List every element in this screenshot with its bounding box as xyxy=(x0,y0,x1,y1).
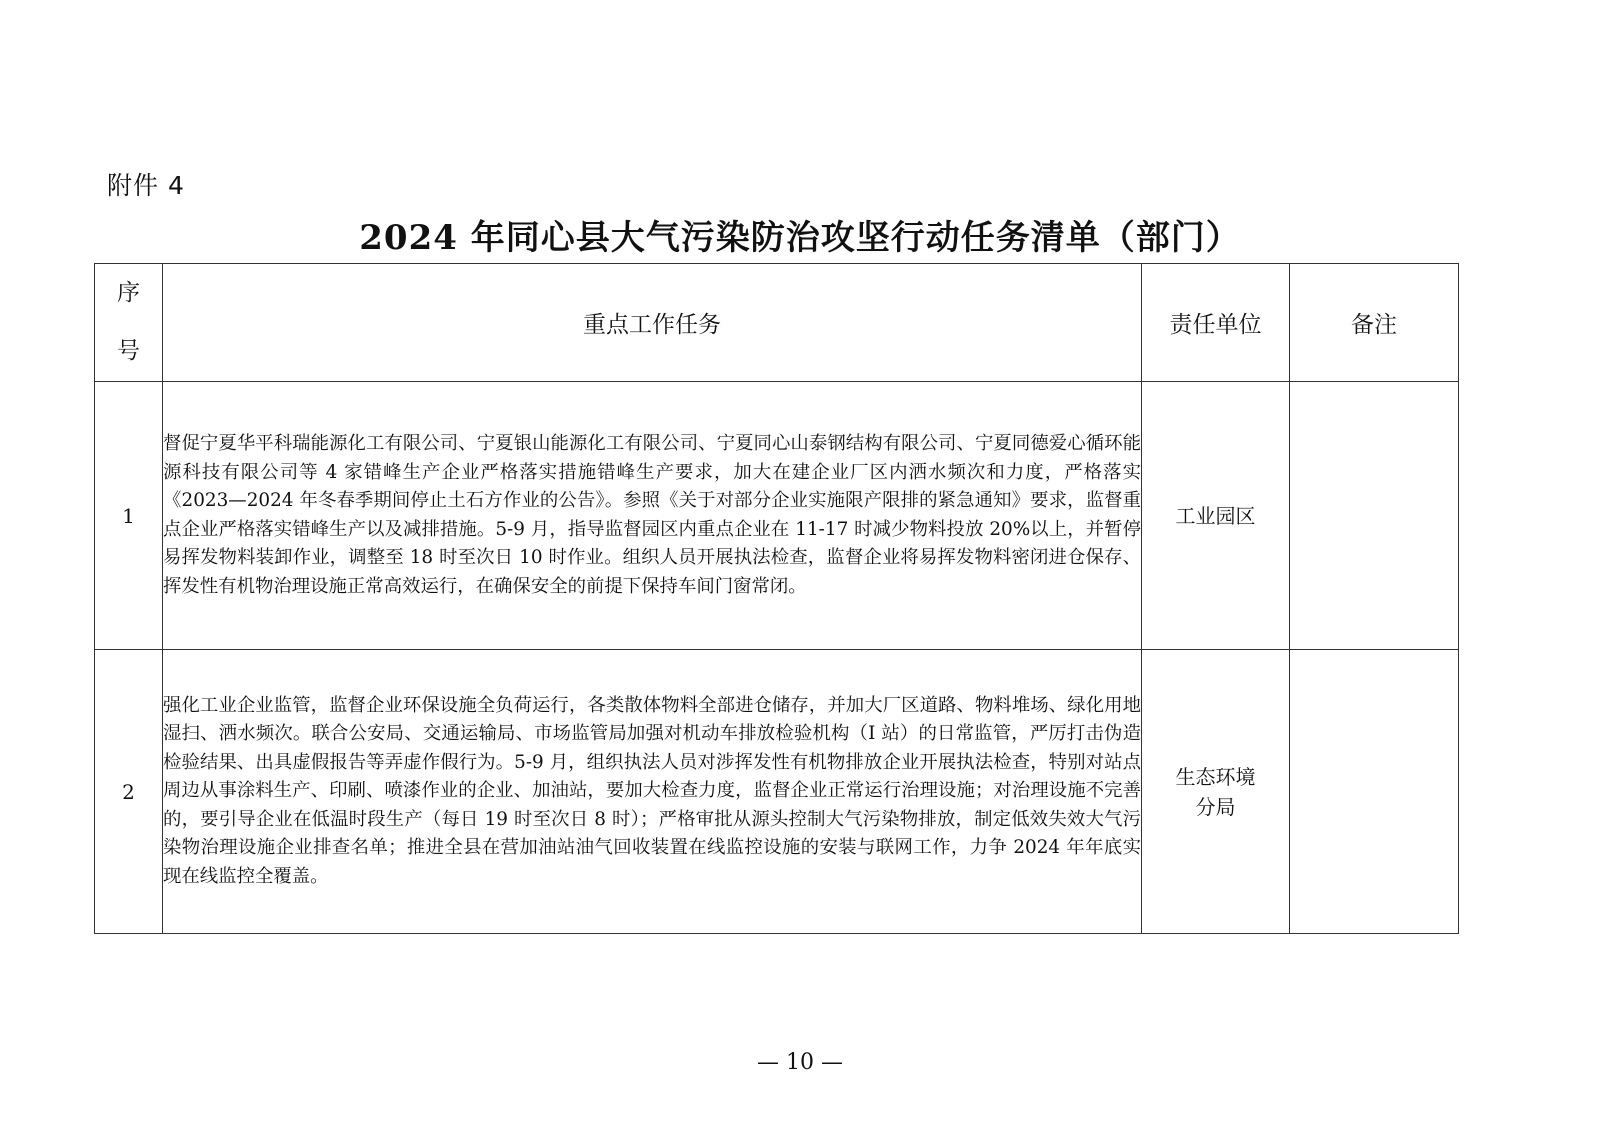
row-serial-number: 2 xyxy=(95,650,163,934)
document-title: 2024 年同心县大气污染防治攻坚行动任务清单（部门） xyxy=(359,218,1241,258)
header-serial-number xyxy=(95,264,163,382)
header-responsible-unit: 责任单位 xyxy=(1142,264,1290,382)
row-responsible-unit xyxy=(1142,382,1290,650)
row-responsible-unit xyxy=(1142,650,1290,934)
table-header-row xyxy=(95,264,1459,382)
attachment-label: 附件 4 xyxy=(107,171,185,200)
page-number: — 10 — xyxy=(757,1050,843,1075)
row-responsible-unit-text: 生态环境分局 xyxy=(1175,764,1256,819)
header-key-task: 重点工作任务 xyxy=(163,264,1142,382)
task-table xyxy=(94,263,1459,934)
row-serial-number: 1 xyxy=(95,382,163,650)
table-row xyxy=(95,382,1459,650)
row-remarks xyxy=(1290,650,1459,934)
table-row xyxy=(95,650,1459,934)
row-task-description: 督促宁夏华平科瑞能源化工有限公司、宁夏银山能源化工有限公司、宁夏同心山泰钢结构有限公司、宁夏同德爱心循环能源科技有限公司等 4 家错峰生产企业严格落实措施错峰生产要求，加大在建企业厂区内洒水频次和力度，严格落实《2023—2024 年冬春季期间停止土石方作业的公告》。参照《关于对部分企业实施限产限排的紧急通知》要求，监督重点企业严格落实错峰生产以及减排措施。5-9 月，指导监督园区内重点企业在 11-17 时减少物料投放 20%以上，并暂停易挥发物料装卸作业，调整至 18 时至次日 10 时作业。组织人员开展执法检查，监督企业将易挥发物料密闭进仓保存、挥发性有机物治理设施正常高效运行，在确保安全的前提下保持车间门窗常闭。 xyxy=(163,382,1142,650)
header-remarks: 备注 xyxy=(1290,264,1459,382)
row-task-description: 强化工业企业监管，监督企业环保设施全负荷运行，各类散体物料全部进仓储存，并加大厂区道路、物料堆场、绿化用地湿扫、洒水频次。联合公安局、交通运输局、市场监管局加强对机动车排放检验机构（I 站）的日常监管，严厉打击伪造检验结果、出具虚假报告等弄虚作假行为。5-9 月，组织执法人员对涉挥发性有机物排放企业开展执法检查，特别对站点周边从事涂料生产、印刷、喷漆作业的企业、加油站，要加大检查力度，监督企业正常运行治理设施；对治理设施不完善的，要引导企业在低温时段生产（每日 19 时至次日 8 时）；严格审批从源头控制大气污染物排放，制定低效失效大气污染物治理设施企业排查名单；推进全县在营加油站油气回收装置在线监控设施的安装与联网工作，力争 2024 年年底实现在线监控全覆盖。 xyxy=(163,650,1142,934)
row-remarks xyxy=(1290,382,1459,650)
header-serial-number-label: 序号 xyxy=(116,280,140,364)
row-responsible-unit-text: 工业园区 xyxy=(1175,503,1256,528)
